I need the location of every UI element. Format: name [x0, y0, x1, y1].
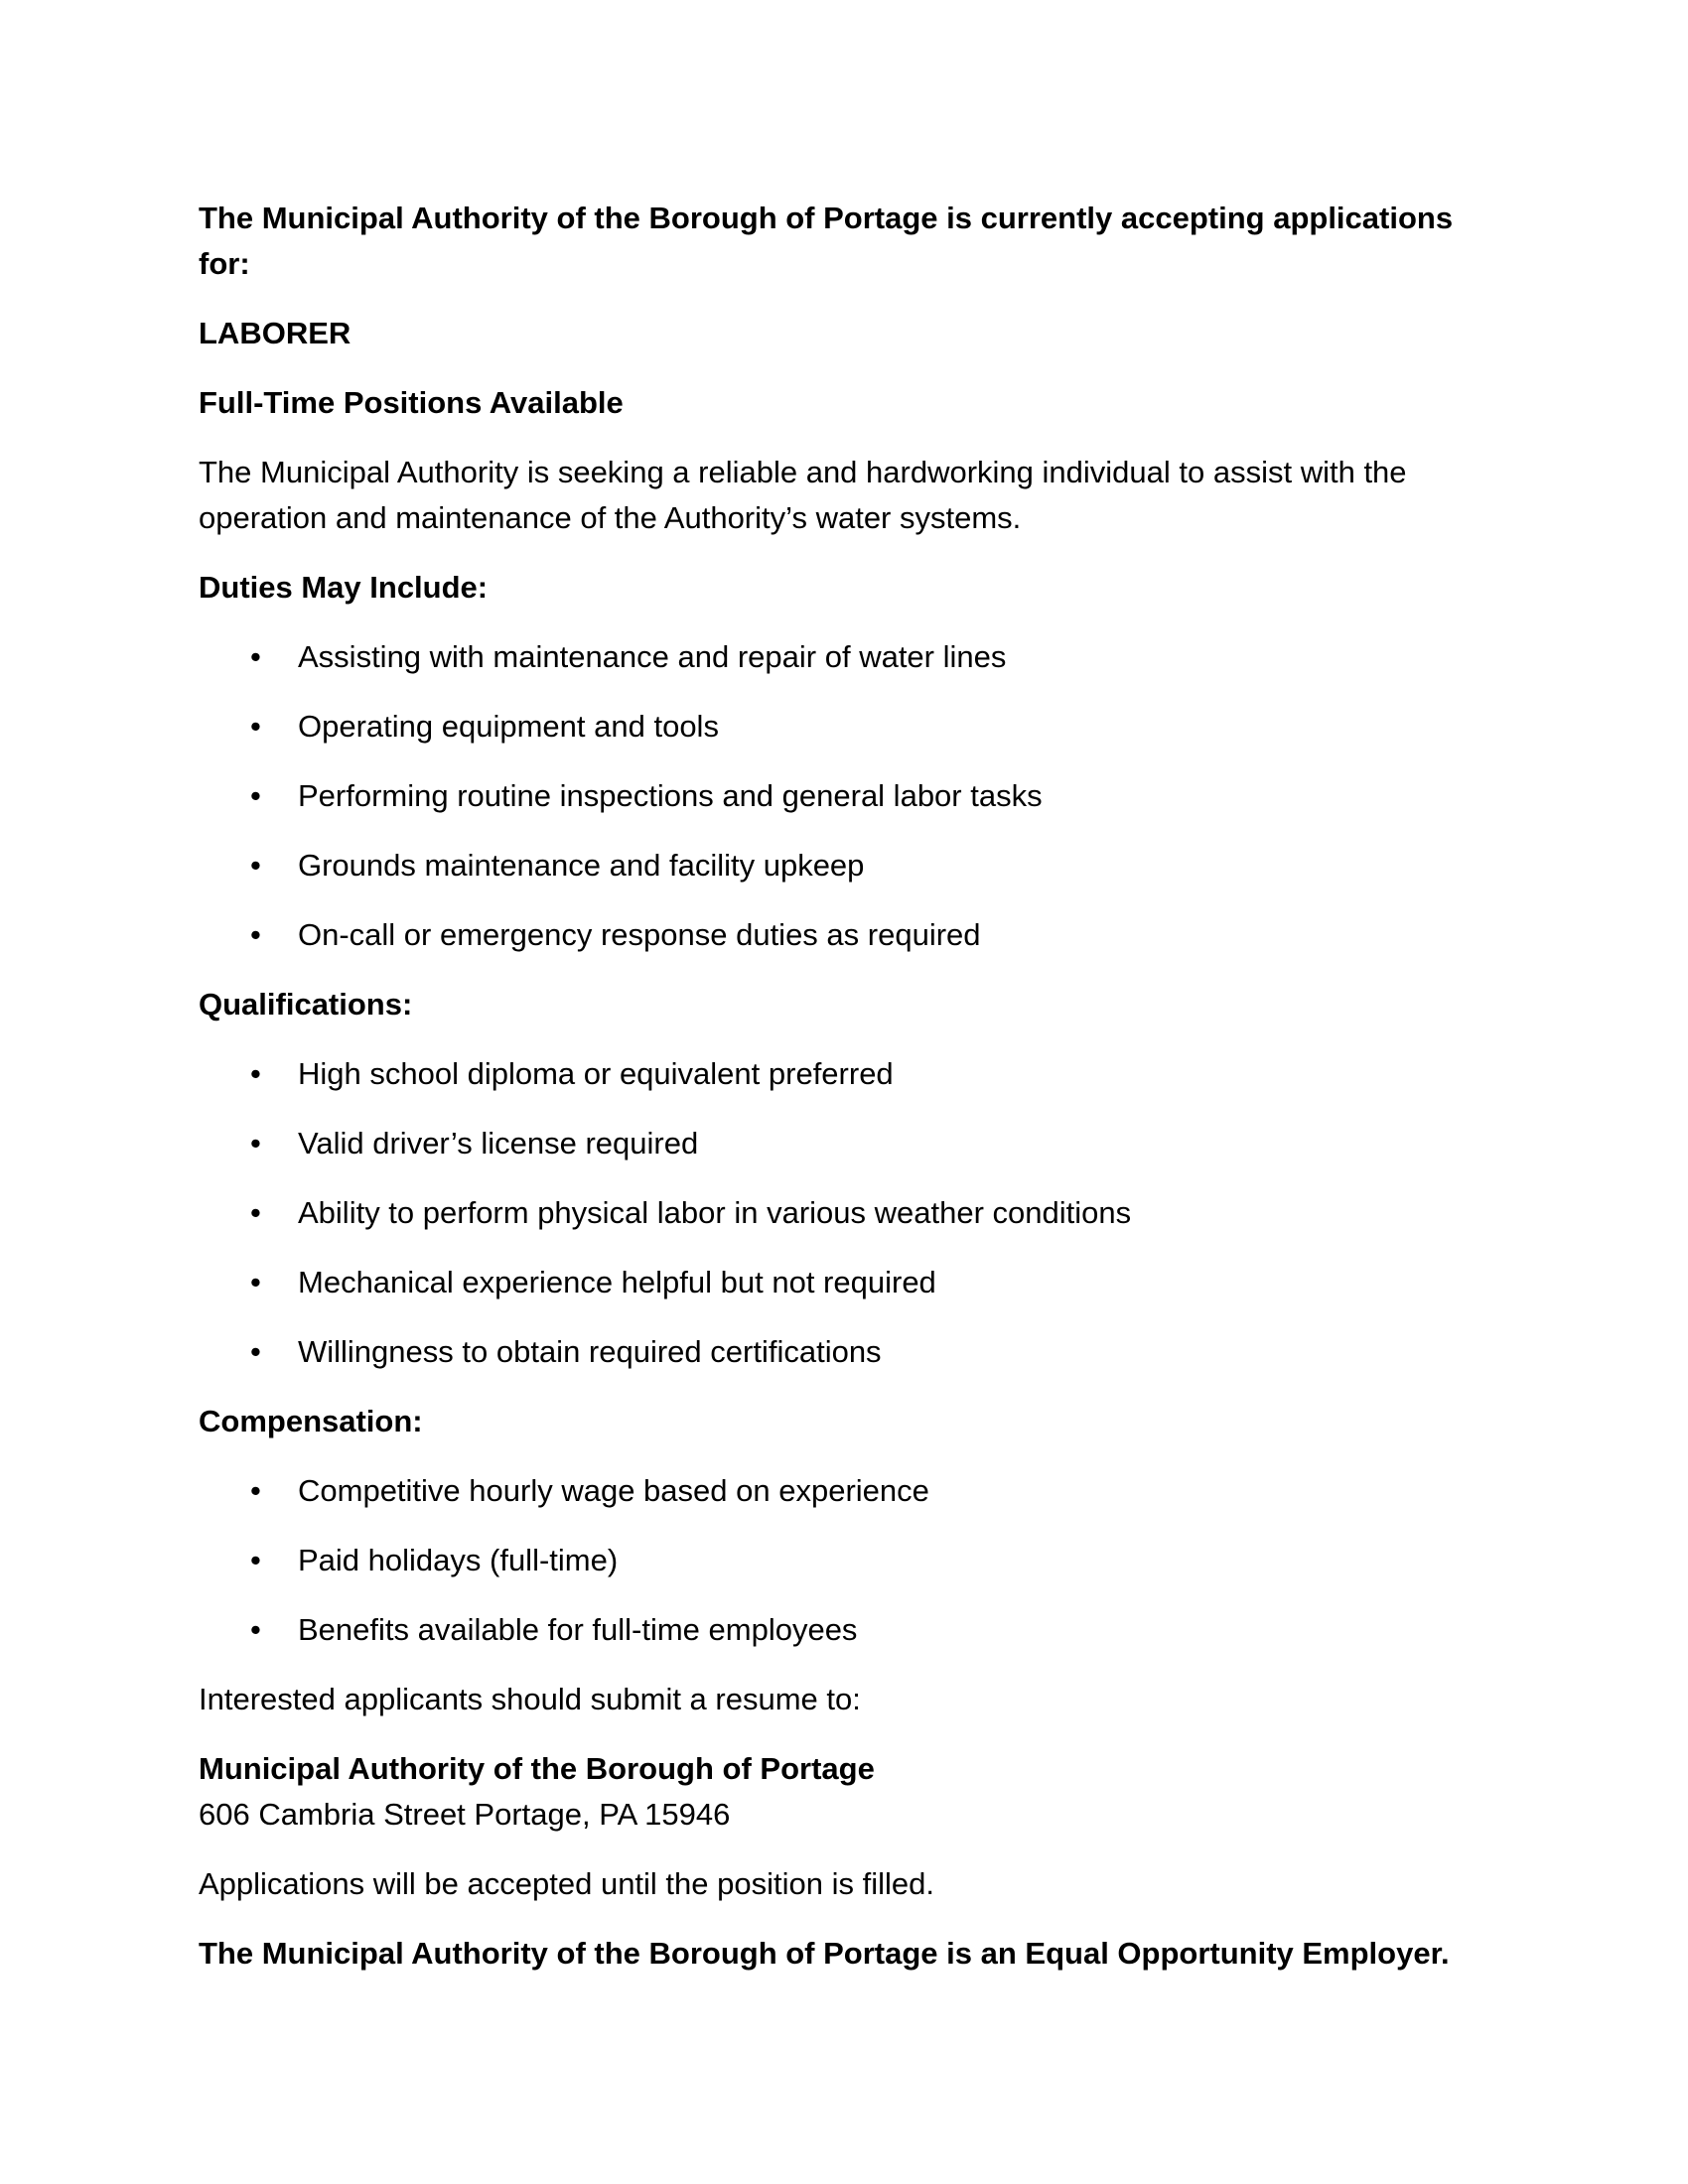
job-title: LABORER [199, 316, 352, 350]
list-item: • Willingness to obtain required certifications [199, 1329, 1489, 1375]
list-item: • Paid holidays (full-time) [199, 1538, 1489, 1583]
intro-heading: The Municipal Authority of the Borough of Portage is currently accepting applications for: [199, 201, 1454, 281]
list-item: • Benefits available for full-time employees [199, 1607, 1489, 1653]
apply-intro: Interested applicants should submit a resume to: [199, 1682, 861, 1716]
eeo-statement: The Municipal Authority of the Borough of Portage is an Equal Opportunity Employer. [199, 1936, 1450, 1971]
list-item: • Grounds maintenance and facility upkeep [199, 843, 1489, 888]
org-name: Municipal Authority of the Borough of Portage [199, 1751, 875, 1786]
deadline-note: Applications will be accepted until the position is filled. [199, 1866, 934, 1901]
job-description: The Municipal Authority is seeking a reliable and hardworking individual to assist with the operation and maintenance of the Authority’s water systems. [199, 455, 1407, 535]
contact-block [199, 1746, 1489, 1838]
list-item: • Operating equipment and tools [199, 704, 1489, 750]
list-item: • Ability to perform physical labor in various weather conditions [199, 1190, 1489, 1236]
subtitle: Full-Time Positions Available [199, 385, 624, 420]
org-address: 606 Cambria Street Portage, PA 15946 [199, 1797, 731, 1832]
section-heading-compensation: Compensation: [199, 1404, 423, 1438]
section-heading-duties: Duties May Include: [199, 570, 489, 605]
list-item: • Mechanical experience helpful but not required [199, 1260, 1489, 1305]
qualifications-list [199, 1051, 1489, 1375]
duties-list [199, 634, 1489, 958]
compensation-list [199, 1468, 1489, 1653]
list-item: • High school diploma or equivalent preferred [199, 1051, 1489, 1097]
list-item: • Valid driver’s license required [199, 1121, 1489, 1166]
section-heading-qualifications: Qualifications: [199, 987, 413, 1022]
list-item: • Performing routine inspections and general labor tasks [199, 773, 1489, 819]
list-item: • Competitive hourly wage based on experience [199, 1468, 1489, 1514]
list-item: • On-call or emergency response duties as required [199, 912, 1489, 958]
list-item: • Assisting with maintenance and repair of water lines [199, 634, 1489, 680]
